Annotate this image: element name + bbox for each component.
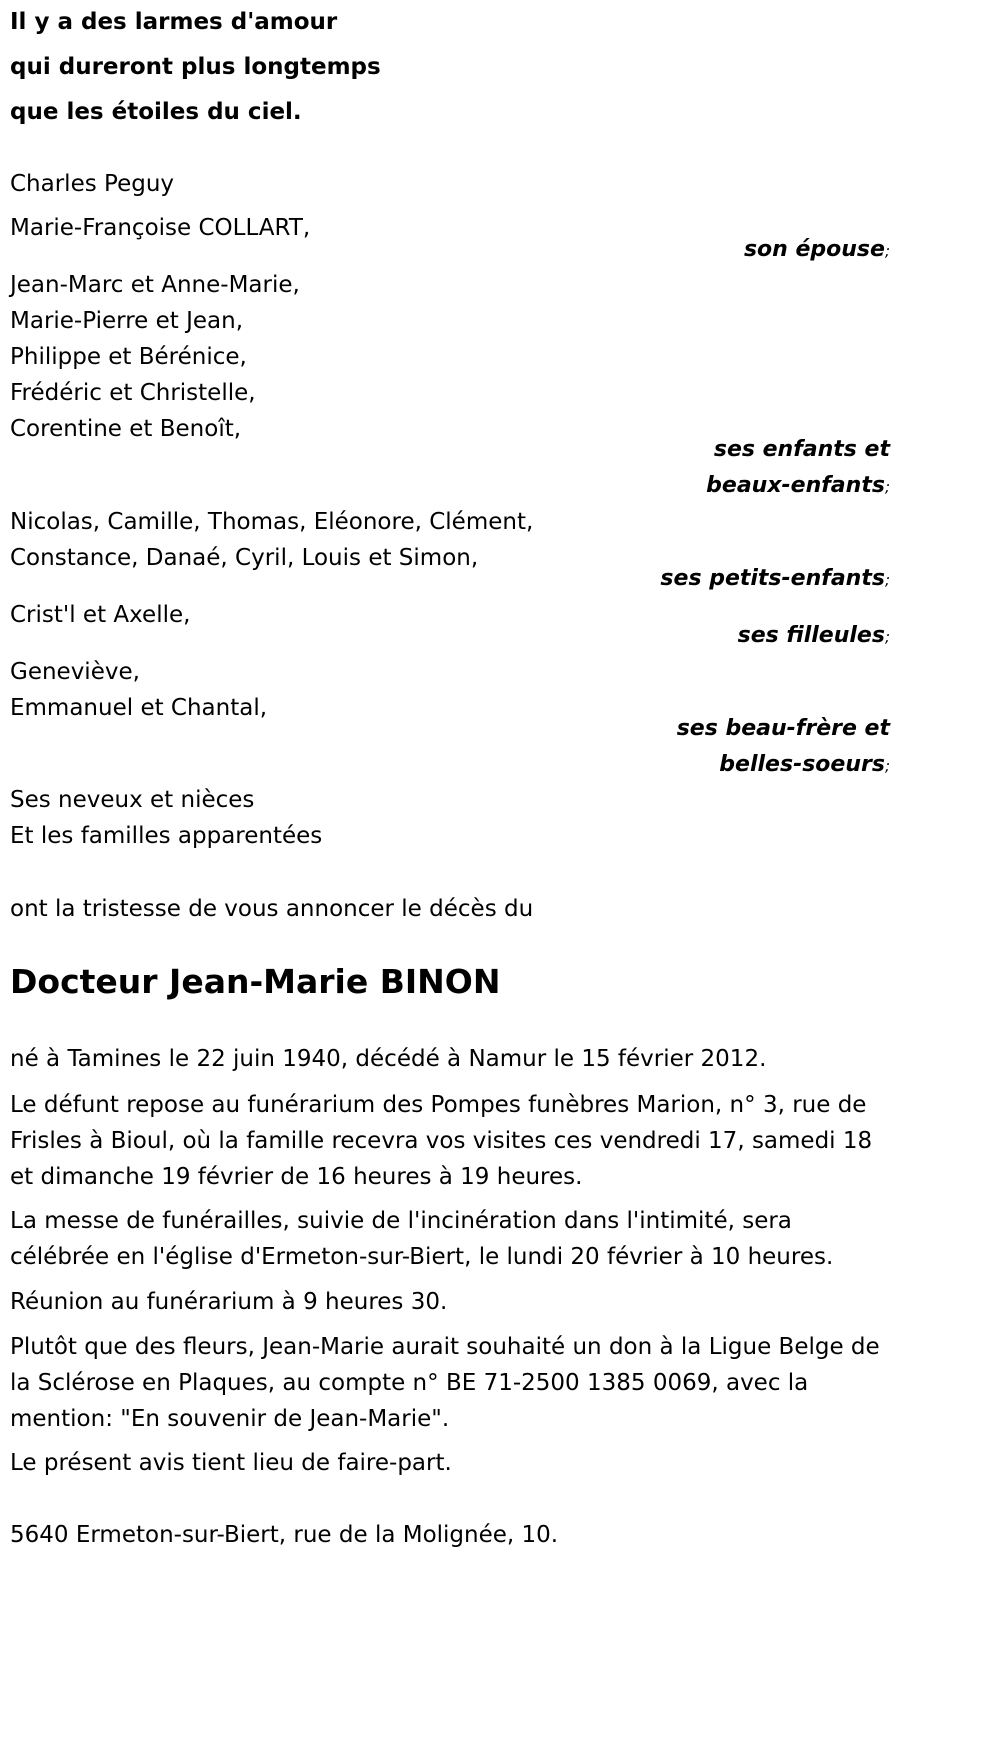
goddaughters-role bbox=[738, 618, 890, 655]
children-name-1: Jean-Marc et Anne-Marie, bbox=[10, 272, 300, 298]
in-laws-role-label: belles-soeurs bbox=[719, 752, 885, 777]
quote-line-3: que les étoiles du ciel. bbox=[10, 99, 302, 125]
in-laws-role-line-1: ses beau-frère et bbox=[676, 716, 890, 741]
funeral-mass-paragraph: La messe de funérailles, suivie de l'incinération dans l'intimité, sera célébrée en l'église d'Ermeton-sur-Biert, le lundi 20 février à 10 heures. bbox=[10, 1208, 834, 1270]
grandchildren-line-1: Nicolas, Camille, Thomas, Eléonore, Clément, bbox=[10, 509, 534, 535]
meeting-paragraph: Réunion au funérarium à 9 heures 30. bbox=[10, 1289, 448, 1315]
grandchildren-role-label: ses petits-enfants bbox=[660, 566, 885, 591]
children-role-label: beaux-enfants bbox=[706, 473, 885, 498]
visitation-paragraph: Le défunt repose au funérarium des Pompes funèbres Marion, n° 3, rue de Frisles à Bioul, où la famille recevra vos visites ces vendredi 17, samedi 18 et dimanche 19 février de 16 heures à 19 heures. bbox=[10, 1092, 873, 1190]
grandchildren-role-sep: ; bbox=[884, 571, 890, 589]
children-name-4: Frédéric et Christelle, bbox=[10, 380, 256, 406]
goddaughters-role-sep: ; bbox=[884, 628, 890, 646]
children-name-5: Corentine et Benoît, bbox=[10, 416, 242, 442]
quote-line-1: Il y a des larmes d'amour bbox=[10, 9, 338, 35]
goddaughters-role-label: ses filleules bbox=[737, 623, 885, 648]
donation-paragraph: Plutôt que des fleurs, Jean-Marie aurait souhaité un don à la Ligue Belge de la Sclérose en Plaques, au compte n° BE 71-2500 1385 0069, avec la mention: "En souvenir de Jean-Marie". bbox=[10, 1334, 880, 1432]
children-name-2: Marie-Pierre et Jean, bbox=[10, 308, 243, 334]
goddaughters-names: Crist'l et Axelle, bbox=[10, 602, 191, 628]
spouse-role-label: son épouse bbox=[743, 237, 885, 262]
others-line-1: Ses neveux et nièces bbox=[10, 787, 255, 813]
in-laws-role-line-2 bbox=[719, 747, 890, 784]
grandchildren-line-2: Constance, Danaé, Cyril, Louis et Simon, bbox=[10, 545, 479, 571]
quote-author: Charles Peguy bbox=[10, 171, 175, 197]
children-role-line-1: ses enfants et bbox=[713, 437, 890, 462]
deceased-name: Docteur Jean-Marie BINON bbox=[10, 962, 501, 1001]
spouse-name: Marie-Françoise COLLART, bbox=[10, 215, 311, 241]
others-line-2: Et les familles apparentées bbox=[10, 823, 323, 849]
notice-paragraph: Le présent avis tient lieu de faire-part. bbox=[10, 1450, 452, 1476]
children-role-sep: ; bbox=[884, 478, 890, 496]
spouse-role bbox=[744, 232, 890, 269]
grandchildren-role bbox=[660, 561, 890, 598]
in-laws-name-2: Emmanuel et Chantal, bbox=[10, 695, 268, 721]
birth-death-paragraph: né à Tamines le 22 juin 1940, décédé à Namur le 15 février 2012. bbox=[10, 1046, 767, 1072]
announcement-text: ont la tristesse de vous annoncer le décès du bbox=[10, 896, 534, 922]
children-name-3: Philippe et Bérénice, bbox=[10, 344, 247, 370]
spouse-role-sep: ; bbox=[884, 242, 890, 260]
address: 5640 Ermeton-sur-Biert, rue de la Molignée, 10. bbox=[10, 1522, 559, 1548]
quote-line-2: qui dureront plus longtemps bbox=[10, 54, 381, 80]
in-laws-name-1: Geneviève, bbox=[10, 659, 140, 685]
children-role-line-2 bbox=[706, 468, 890, 505]
in-laws-role-sep: ; bbox=[884, 757, 890, 775]
